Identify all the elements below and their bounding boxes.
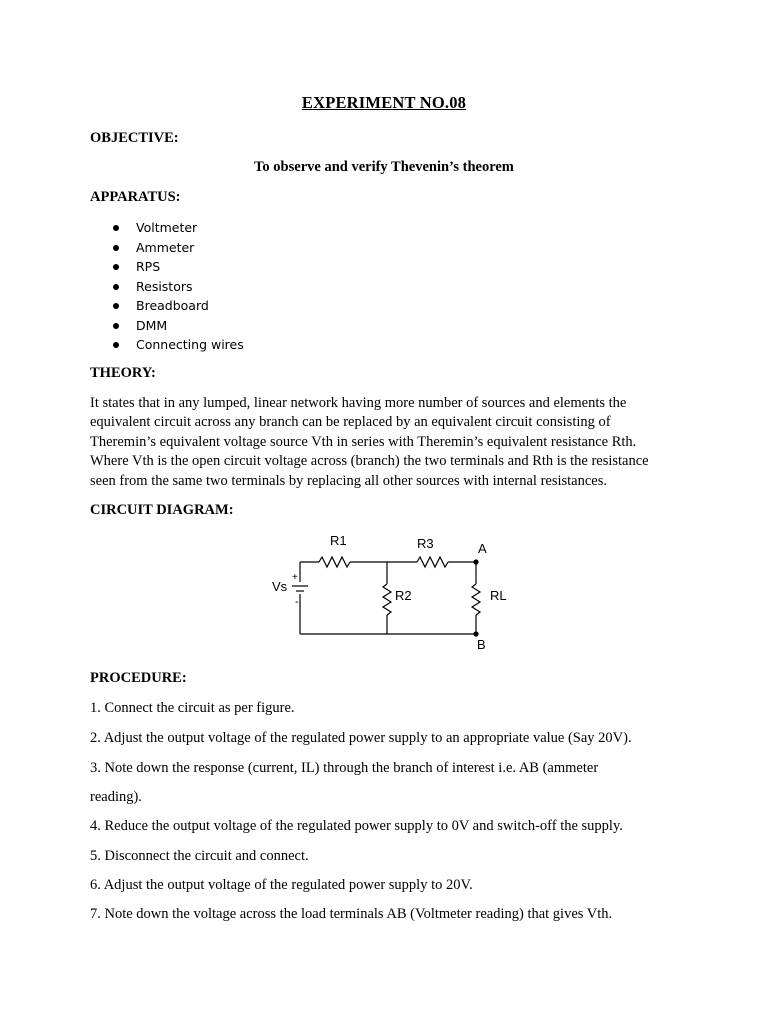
resistor-r1 — [319, 557, 350, 567]
objective-heading: OBJECTIVE: — [90, 130, 179, 146]
apparatus-item — [110, 335, 244, 355]
apparatus-list — [110, 218, 244, 355]
procedure-step: 7. Note down the voltage across the load terminals AB (Voltmeter reading) that gives Vth. — [90, 906, 613, 922]
apparatus-item — [110, 277, 244, 297]
apparatus-item-label: Voltmeter — [136, 220, 198, 235]
apparatus-item-label: RPS — [136, 259, 161, 274]
apparatus-item-label: Breadboard — [136, 298, 209, 313]
plus-sign: + — [292, 572, 298, 583]
bullet-icon — [113, 264, 119, 270]
r1-label: R1 — [330, 533, 347, 548]
circuit-heading: CIRCUIT DIAGRAM: — [90, 502, 234, 518]
minus-sign: - — [295, 596, 299, 608]
bullet-icon — [113, 323, 119, 329]
theory-line: Where Vth is the open circuit voltage across (branch) the two terminals and Rth is the resistance — [90, 453, 649, 470]
resistor-r3 — [417, 557, 448, 567]
procedure-heading: PROCEDURE: — [90, 670, 187, 686]
theory-line: It states that in any lumped, linear network having more number of sources and elements the — [90, 395, 627, 411]
bullet-icon — [113, 303, 119, 309]
apparatus-item — [110, 316, 244, 336]
r3-label: R3 — [417, 536, 434, 551]
bullet-icon — [113, 225, 119, 231]
apparatus-item — [110, 238, 244, 258]
apparatus-item — [110, 218, 244, 238]
procedure-step: 5. Disconnect the circuit and connect. — [90, 848, 309, 864]
node-b-dot — [473, 631, 478, 636]
procedure-step: 2. Adjust the output voltage of the regulated power supply to an appropriate value (Say 20V). — [90, 730, 632, 746]
apparatus-item — [110, 296, 244, 316]
apparatus-heading: APPARATUS: — [90, 189, 181, 205]
procedure-step: 1. Connect the circuit as per figure. — [90, 700, 295, 716]
objective-text: To observe and verify Thevenin’s theorem — [254, 159, 514, 175]
node-b-label: B — [477, 637, 486, 652]
node-a-dot — [473, 559, 478, 564]
resistor-r2 — [383, 584, 391, 615]
theory-heading: THEORY: — [90, 365, 156, 381]
bullet-icon — [113, 342, 119, 348]
circuit-diagram — [262, 526, 522, 654]
node-a-label: A — [478, 541, 487, 556]
apparatus-item-label: Resistors — [136, 278, 193, 294]
experiment-title: EXPERIMENT NO.08 — [301, 93, 467, 112]
procedure-step: 3. Note down the response (current, IL) through the branch of interest i.e. AB (ammeter — [90, 760, 599, 776]
apparatus-item-label: Ammeter — [136, 239, 195, 255]
bullet-icon — [113, 284, 119, 290]
theory-line: equivalent circuit across any branch can be replaced by an equivalent circuit consisting of — [90, 414, 611, 431]
theory-line: seen from the same two terminals by replacing all other sources with internal resistances. — [90, 472, 608, 489]
theory-line: Theremin’s equivalent voltage source Vth in series with Theremin’s equivalent resistance Rth. — [90, 433, 637, 450]
procedure-step: 6. Adjust the output voltage of the regulated power supply to 20V. — [90, 877, 473, 893]
vs-label: Vs — [272, 579, 288, 594]
apparatus-item-label: DMM — [136, 317, 168, 333]
apparatus-item-label: Connecting wires — [136, 337, 244, 352]
theory-paragraph — [90, 394, 680, 491]
resistor-rl — [472, 584, 480, 615]
procedure-step: 4. Reduce the output voltage of the regulated power supply to 0V and switch-off the supply. — [90, 818, 623, 834]
rl-label: RL — [490, 588, 507, 603]
procedure-step: reading). — [90, 789, 142, 805]
apparatus-item — [110, 257, 244, 277]
r2-label: R2 — [395, 588, 412, 603]
bullet-icon — [113, 245, 119, 251]
